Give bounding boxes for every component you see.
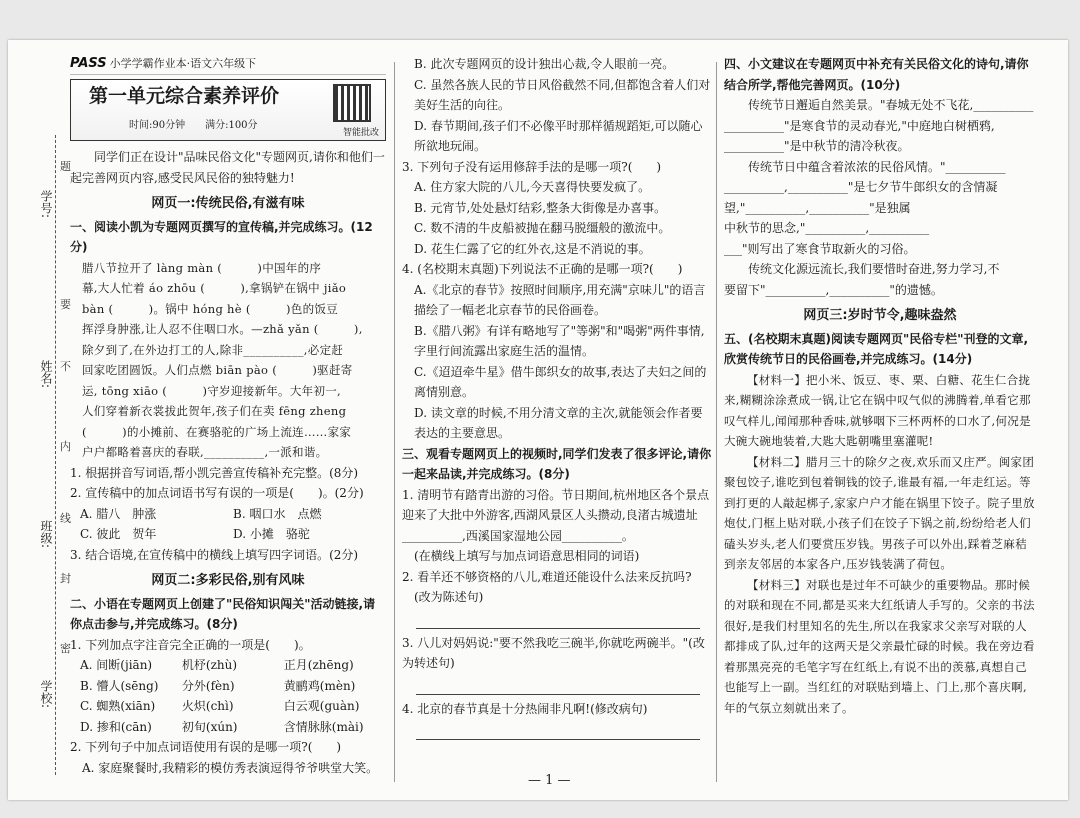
option-group xyxy=(70,655,386,737)
column-left xyxy=(70,40,386,778)
option: 含情脉脉(mài) xyxy=(283,719,364,734)
brand-bar xyxy=(70,52,386,75)
page-title: 第一单元综合素养评价 xyxy=(89,85,280,107)
option[interactable]: C.《迢迢牵牛星》借牛郎织女的故事,表达了夫妇之间的离情别意。 xyxy=(414,364,707,399)
question-item: 1. 根据拼音写词语,帮小凯完善宣传稿补充完整。(8分) xyxy=(70,465,359,480)
option[interactable]: D. 花生仁露了它的红外衣,这是不消说的事。 xyxy=(414,241,651,256)
question-item: 3. 八儿对妈妈说:"要不然我吃三碗半,你就吃两碗半。"(改为转述句) xyxy=(402,635,705,670)
passage-line: 回家吃团圆饭。人们点燃 biān pào ( )驱赶寄 xyxy=(82,363,353,377)
material-two: 【材料二】腊月三十的除夕之夜,欢乐而又庄严。闽家团聚包饺子,谁吃到包着铜钱的饺子,谁最有福,一年走红运。等到打更的人敲起梆子,家家户户才能在锅里下饺子。院子里放炮仗,门框上贴对联,小孩子们在饺子下锅之前,纷纷给老人们磕头岁头,老人们要赏压岁钱。男孩子可以外出,踩着芝麻秸到亲友邻居的本家各户,压岁钱装满了荷包。 xyxy=(724,454,1035,571)
answer-line[interactable] xyxy=(416,676,700,695)
option[interactable]: A. 住方家大院的八儿,今天喜得快要发疯了。 xyxy=(414,180,651,194)
option[interactable]: B. 懵人(sēng) xyxy=(80,678,159,693)
passage-line: 人们穿着新衣裳拔此贺年,孩子们在卖 fēng zheng xyxy=(82,404,347,418)
option[interactable]: D. 读文章的时候,不用分清文章的主次,就能领会作者要表达的主要意思。 xyxy=(414,405,703,440)
option[interactable]: D. 春节期间,孩子们不必像平时那样循规蹈矩,可以随心所欲地玩闹。 xyxy=(414,118,703,153)
seal-char: 不 xyxy=(60,360,71,373)
question-item: 1. 下列加点字注音完全正确的一项是( )。 xyxy=(70,637,311,652)
passage-line: bàn ( )。锅中 hóng hè ( )色的饭豆 xyxy=(82,301,339,316)
option[interactable]: B. 元宵节,处处悬灯结彩,整条大街像是办喜事。 xyxy=(414,200,667,215)
question-item: 4. 北京的春节真是十分热闹非凡啊!(修改病句) xyxy=(402,701,648,716)
qr-label: 智能批改 xyxy=(342,128,379,138)
passage-line: 运, tōng xiāo ( )守岁迎接新年。大年初一, xyxy=(82,383,342,398)
column-middle xyxy=(402,54,712,744)
option: 白云观(guàn) xyxy=(283,699,360,713)
exam-meta: 时间:90分钟 满分:100分 xyxy=(129,120,258,131)
poem-fill-line[interactable]: 中秋节的思念,"__________,__________ xyxy=(724,221,930,235)
option[interactable]: C. 虽然各族人民的节日风俗截然不同,但都饱含着人们对美好生活的向往。 xyxy=(414,77,711,112)
option: 机杼(zhù) xyxy=(181,658,238,672)
question-heading: 五、(名校期末真题)阅读专题网页"民俗专栏"刊登的文章,欣赏传统节日的民俗画卷,并完成练习。(14分) xyxy=(724,331,1029,366)
seal-line xyxy=(55,135,56,775)
name-label: 姓名: xyxy=(39,360,53,389)
poem-fill-line[interactable]: 传统节日邂逅自然美景。"春城无处不飞花,__________ xyxy=(748,98,1034,112)
question-heading: 二、小语在专题网页上创建了"民俗知识闯关"活动链接,请你点击参与,并完成练习。(8分) xyxy=(70,596,376,631)
seal-char: 封 xyxy=(60,572,71,585)
column-divider xyxy=(716,62,717,782)
binding-margin xyxy=(8,40,72,800)
section-title: 网页一:传统民俗,有滋有味 xyxy=(151,196,305,211)
poem-fill-line: 传统文化源远流长,我们要惜时奋进,努力学习,不 xyxy=(748,262,1000,276)
material-three: 【材料三】对联也是过年不可缺少的重要物品。那时候的对联和现在不同,都是买来大红纸请人手写的。父亲的书法很好,是我们村里知名的先生,所以在我家求父亲写对联的人都排成了队,过年的这两天是父亲最忙碌的时候。我在旁边看着那黑亮亮的毛笔字写在红纸上,有说不出的羡慕,真想自己也能写上一副。当红红的对联贴到墙上、门上,那个喜庆啊,年的气氛立刻就出来了。 xyxy=(724,577,1035,715)
poem-fill-line[interactable]: __________"是中秋节的清冷秋夜。 xyxy=(724,139,910,153)
question-item: 4. (名校期末真题)下列说法不正确的是哪一项?( ) xyxy=(402,262,683,276)
brand-text: 小学学霸作业本·语文六年级下 xyxy=(109,56,257,70)
intro-text: 同学们正在设计"品味民俗文化"专题网页,请你和他们一起完善网页内容,感受民风民俗的独特魅力! xyxy=(70,150,385,185)
option[interactable]: D. 掺和(cān) xyxy=(80,719,152,734)
qr-code-icon[interactable] xyxy=(333,84,371,122)
option: 分外(fèn) xyxy=(181,678,235,693)
title-box xyxy=(70,79,386,141)
question-heading: 一、阅读小凯为专题网页撰写的宣传稿,并完成练习。(12分) xyxy=(70,219,373,254)
option[interactable]: B. 咽口水 点燃 xyxy=(233,506,322,521)
option[interactable]: C. 数不清的牛皮船被抛在翻马脱缰般的激流中。 xyxy=(414,221,671,235)
seal-char: 密 xyxy=(60,642,71,655)
school-label: 学校: xyxy=(39,680,53,709)
seal-char: 线 xyxy=(60,512,71,525)
page-number: — 1 — xyxy=(528,773,571,788)
option[interactable]: A. 家庭聚餐时,我精彩的模仿秀表演逗得爷爷哄堂大笑。 xyxy=(82,760,379,775)
option-group xyxy=(70,504,386,545)
question-item: 2. 下列句子中加点词语使用有误的是哪一项?( ) xyxy=(70,740,342,754)
answer-line[interactable] xyxy=(416,721,700,740)
class-label: 班级: xyxy=(39,520,53,549)
option[interactable]: A.《北京的春节》按照时间顺序,用充满"京味儿"的语言描绘了一幅老北京春节的民俗画卷。 xyxy=(414,282,706,317)
passage-line: 除夕到了,在外边打工的人,除非__________,必定赶 xyxy=(82,342,344,357)
option[interactable]: B. 此次专题网页的设计独出心裁,令人眼前一亮。 xyxy=(414,57,675,71)
question-heading: 三、观看专题网页上的视频时,同学们发表了很多评论,请你一起来品读,并完成练习。(8分) xyxy=(402,446,712,481)
section-title: 网页三:岁时节令,趣味盎然 xyxy=(803,308,957,323)
option[interactable]: C. 蜘熟(xiān) xyxy=(80,699,156,713)
option: 火炽(chì) xyxy=(181,699,234,713)
option[interactable]: C. 彼此 贺年 xyxy=(80,527,157,541)
passage-line: 腊八节拉开了 làng màn ( )中国年的序 xyxy=(82,260,322,275)
answer-line[interactable] xyxy=(416,610,700,629)
passage-line: 户户都略着喜庆的春联,__________,一派和谐。 xyxy=(82,445,328,459)
question-heading: 四、小文建议在专题网页中补充有关民俗文化的诗句,请你结合所学,帮他完善网页。(10分) xyxy=(724,57,1029,92)
question-hint: (在横线上填写与加点词语意思相同的词语) xyxy=(414,549,640,563)
seal-char: 要 xyxy=(60,298,71,311)
material-one: 【材料一】把小米、饭豆、枣、栗、白糖、花生仁合拢来,糊糊涂涂煮成一锅,让它在锅中叹气似的沸腾着,单看它那叹气样儿,闻闻那种香味,就够咽下三杯两杯的口水了,何况是大碗大碗地装着,大匙大匙朝嘴里塞灌呢! xyxy=(724,372,1031,448)
question-item: 2. 看羊还不够资格的八儿,难道还能设什么法来反抗吗? xyxy=(402,569,692,584)
passage-line: ( )的小摊前、在赛骆驼的广场上流连……家家 xyxy=(82,424,352,439)
question-hint: (改为陈述句) xyxy=(414,590,484,604)
poem-fill-line[interactable]: __________"是寒食节的灵动春光,"中庭地白树栖鸦, xyxy=(724,118,995,133)
column-divider xyxy=(394,62,395,782)
brand-logo: PASS xyxy=(70,55,107,71)
column-right xyxy=(724,54,1036,718)
section-title: 网页二:多彩民俗,别有风味 xyxy=(151,573,305,588)
poem-fill-line[interactable]: 望,"__________,__________"是独属 xyxy=(724,200,911,215)
question-item: 3. 下列句子没有运用修辞手法的是哪一项?( ) xyxy=(402,159,662,174)
option: 初旬(xún) xyxy=(181,719,238,734)
question-item: 3. 结合语境,在宣传稿中的横线上填写四字词语。(2分) xyxy=(70,547,359,562)
passage-line: 幕,大人忙着 áo zhōu ( ),拿锅铲在锅中 jiǎo xyxy=(82,281,347,295)
passage xyxy=(70,258,386,463)
poem-fill-line[interactable]: ___"则写出了寒食节取新火的习俗。 xyxy=(724,241,916,256)
passage-line: 挥浮身肿涨,让人忍不住咽口水。—zhǎ yǎn ( ), xyxy=(82,322,363,336)
question-item: 1. 清明节有踏青出游的习俗。节日期间,杭州地区各个景点迎来了大批中外游客,西湖风景区人头攒动,良渚古城遗址__________,西溪国家湿地公园__________。 xyxy=(402,487,710,543)
option[interactable]: A. 间断(jiān) xyxy=(80,658,153,672)
question-item: 2. 宣传稿中的加点词语书写有误的一项是( )。(2分) xyxy=(70,486,364,500)
option: 正月(zhēng) xyxy=(283,658,354,672)
worksheet-page xyxy=(8,40,1068,800)
poem-fill-line[interactable]: __________,__________"是七夕节牛郎织女的含情凝 xyxy=(724,180,998,194)
option[interactable]: A. 腊八 肿涨 xyxy=(80,506,157,521)
student-id-label: 学号: xyxy=(39,190,53,219)
poem-fill-line[interactable]: 传统节日中蕴含着浓浓的民俗风情。"__________ xyxy=(748,159,1006,174)
seal-char: 内 xyxy=(60,440,71,453)
option[interactable]: B.《腊八粥》有详有略地写了"等粥"和"喝粥"两件事情,字里行间流露出家庭生活的温情。 xyxy=(414,323,705,358)
option[interactable]: D. 小摊 骆驼 xyxy=(233,527,310,541)
poem-fill-line[interactable]: 要留下"__________,__________"的遗憾。 xyxy=(724,282,943,297)
seal-char: 题 xyxy=(60,160,71,173)
option: 黄鹂鸡(mèn) xyxy=(283,678,356,693)
